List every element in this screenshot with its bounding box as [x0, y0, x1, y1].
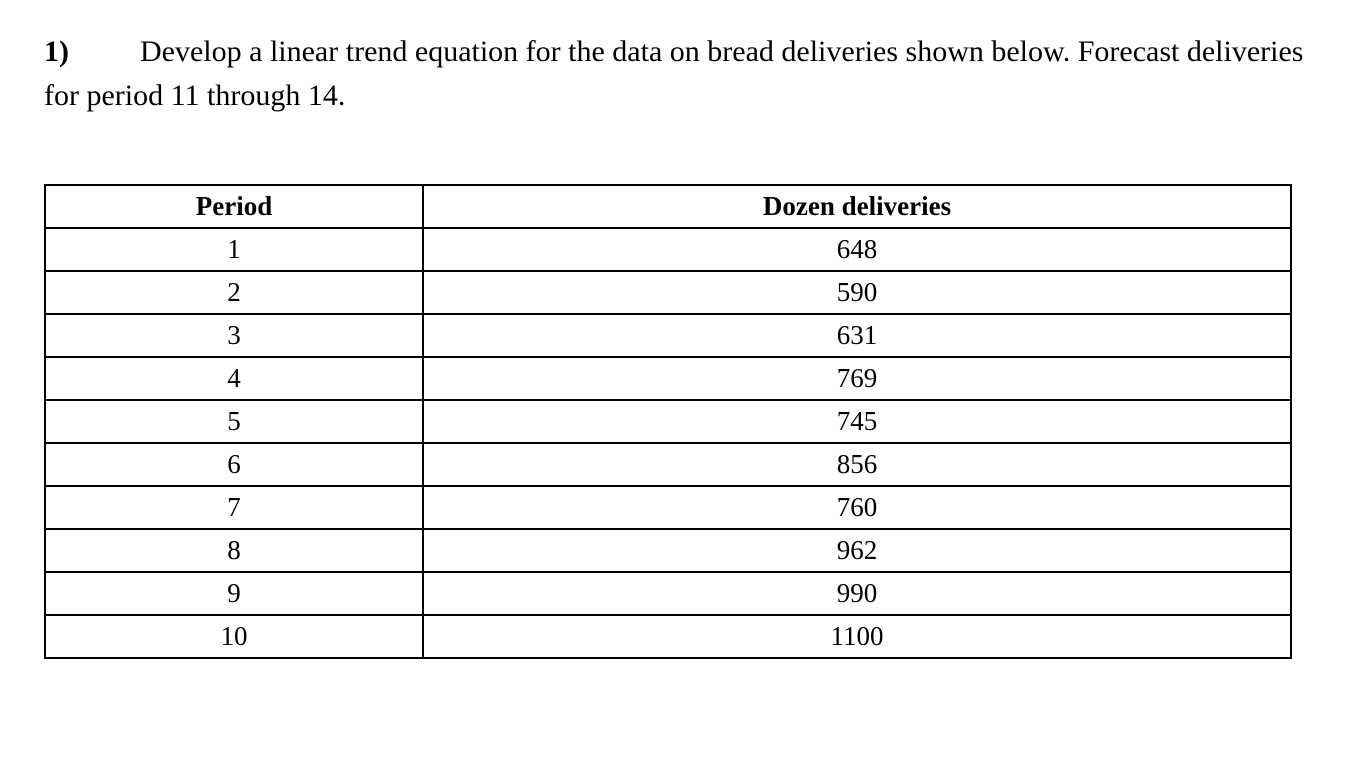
- period-cell: 6: [45, 443, 423, 486]
- period-cell: 7: [45, 486, 423, 529]
- deliveries-cell: 590: [423, 271, 1291, 314]
- deliveries-cell: 648: [423, 228, 1291, 271]
- table-row: [45, 400, 1291, 443]
- table-header-row: [45, 185, 1291, 228]
- deliveries-cell: 745: [423, 400, 1291, 443]
- table-row: [45, 271, 1291, 314]
- period-cell: 1: [45, 228, 423, 271]
- deliveries-cell: 856: [423, 443, 1291, 486]
- period-cell: 2: [45, 271, 423, 314]
- table-row: [45, 615, 1291, 658]
- header-period: Period: [45, 185, 423, 228]
- deliveries-cell: 769: [423, 357, 1291, 400]
- table-row: [45, 572, 1291, 615]
- question-number: 1): [44, 35, 69, 68]
- table-row: [45, 357, 1291, 400]
- table-row: [45, 228, 1291, 271]
- table-row: [45, 443, 1291, 486]
- header-dozen-deliveries: Dozen deliveries: [423, 185, 1291, 228]
- period-cell: 3: [45, 314, 423, 357]
- period-cell: 5: [45, 400, 423, 443]
- table-row: [45, 529, 1291, 572]
- period-cell: 9: [45, 572, 423, 615]
- deliveries-cell: 962: [423, 529, 1291, 572]
- deliveries-cell: 990: [423, 572, 1291, 615]
- table-row: [45, 486, 1291, 529]
- deliveries-cell: 1100: [423, 615, 1291, 658]
- question-text-block: [44, 30, 1304, 118]
- question-prompt: Develop a linear trend equation for the data on bread deliveries shown below. Forecast deliveries for period 11 through 14.: [44, 35, 1304, 112]
- deliveries-cell: 760: [423, 486, 1291, 529]
- deliveries-table: [44, 184, 1292, 659]
- period-cell: 4: [45, 357, 423, 400]
- deliveries-cell: 631: [423, 314, 1291, 357]
- period-cell: 8: [45, 529, 423, 572]
- table-row: [45, 314, 1291, 357]
- period-cell: 10: [45, 615, 423, 658]
